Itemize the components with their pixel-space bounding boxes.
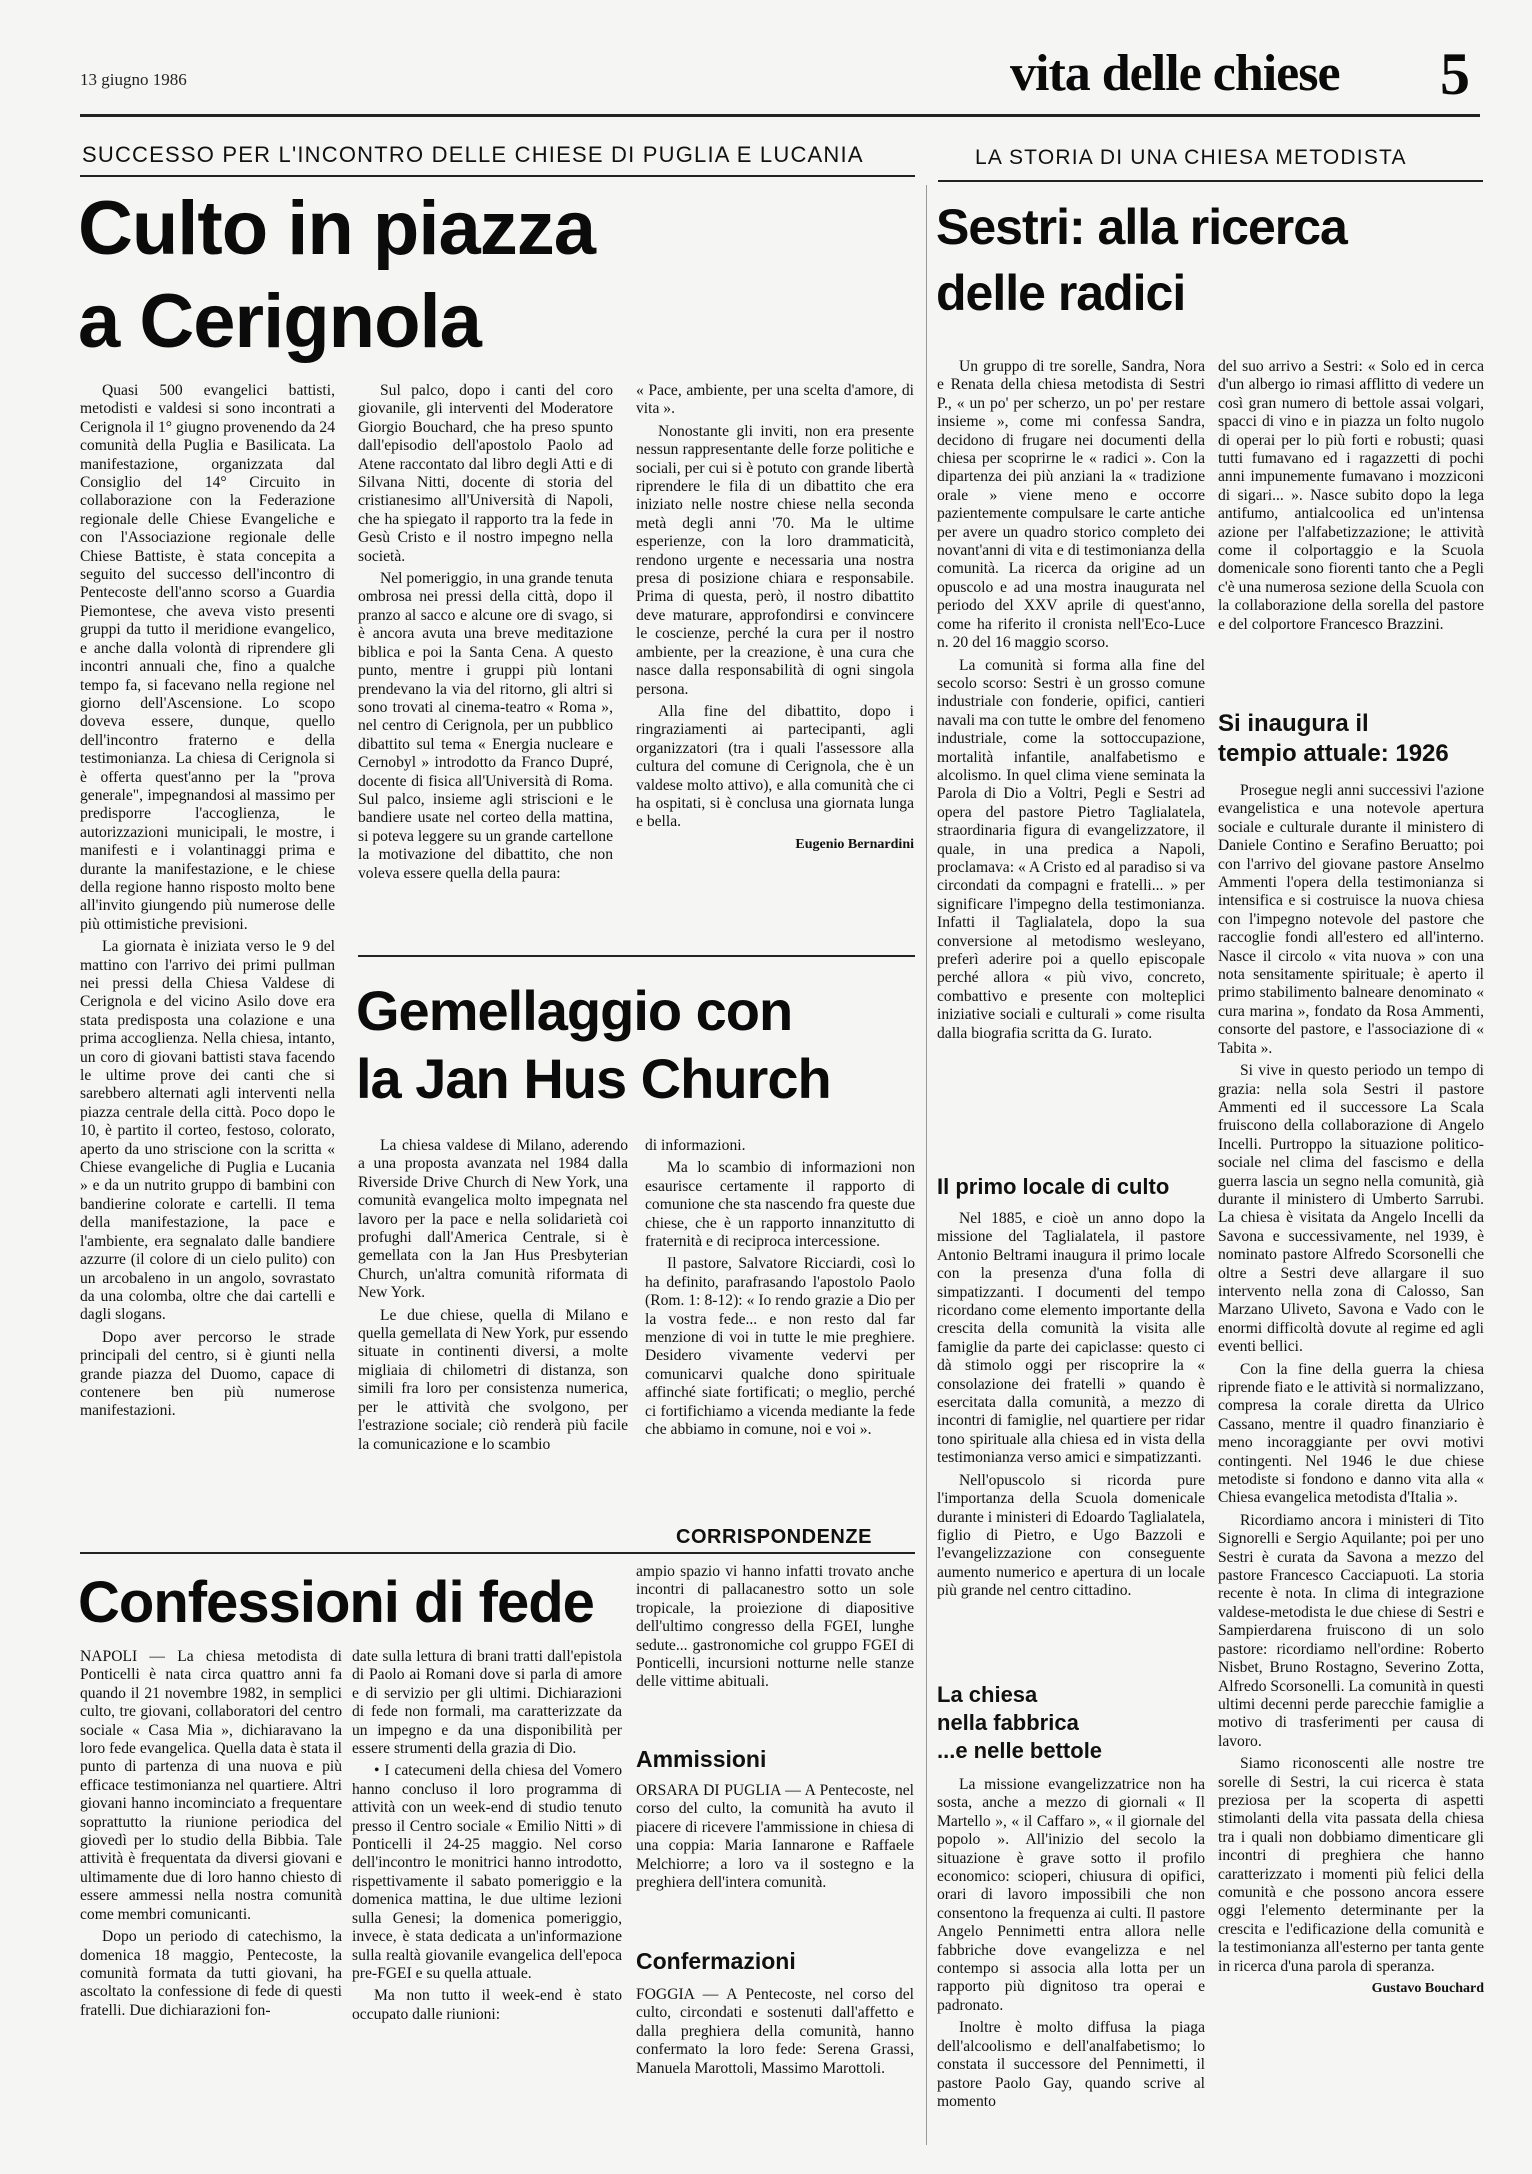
tempio-heading-2: tempio attuale: 1926 [1218, 740, 1449, 767]
paragraph: Un gruppo di tre sorelle, Sandra, Nora e Renata della chiesa metodista di Sestri P., « un po' per scherzo, un po' per restare insieme », come mi confessa Sandra, decidono di frugare nei documenti della chiesa per scoprirne le « radici ». Con la dipartenza dei più anziani la « tradizione orale » viene meno e occorre pazientemente compulsare le carte antiche per avere un quadro storico completo dei novant'anni di vita e di testimonianza della comunità. La ricerca da origine ad un opuscolo e ad una mostra inaugurata nel periodo del XXV aprile di quest'anno, come ha riferito il cronista nell'Eco-Luce n. 20 del 16 maggio scorso. [937, 358, 1205, 652]
column-divider [926, 185, 927, 2145]
paragraph: Nonostante gli inviti, non era presente nessun rappresentante delle forze politiche e sociali, per cui si è potuto con grande libertà riprendere le fila di un dibattito che era iniziato nelle nostre chiese nella seconda metà degli anni '70. Ma le ultime esperienze, con la loro drammaticità, rendono urgente e necessaria una nostra presa di posizione chiara e responsabile. Prima di questa, però, il nostro dibattito deve maturare, approfondirsi e convincere le coscienze, perché la cura per il nostro ambiente, per la creazione, è una cura che nasce dalla responsabilità di ogni singola persona. [636, 422, 914, 698]
corrispondenze-label: CORRISPONDENZE [676, 1526, 872, 1548]
sestri-title-line1: Sestri: alla ricerca [936, 199, 1347, 255]
paragraph: « Pace, ambiente, per una scelta d'amore, di vita ». [636, 382, 914, 418]
paragraph: Il pastore, Salvatore Ricciardi, così lo ha definito, parafrasando l'apostolo Paolo (Rom. 1: 8-12): « Io rendo grazie a Dio per la vostra fede... e non resto dal far menzione di voi in tutte le mie preghiere. Desidero vivamente vedervi per comunicarvi qualche dono spirituale affinché siate fortificati; o meglio, perché ci fortifichiamo a vicenda mediante la fede che abbiamo in comune, noi e voi ». [645, 1255, 915, 1439]
paragraph: Nel pomeriggio, in una grande tenuta ombrosa nei pressi della città, dopo il pranzo al sacco e alcune ore di svago, si è ancora avuta una breve meditazione biblica e poi la Santa Cena. A questo punto, mentre i gruppi più lontani prendevano la via del ritorno, gli altri si sono trovati al cinema-teatro « Roma », nel centro di Cerignola, per un pubblico dibattito sul tema « Energia nucleare e Cernobyl » introdotto da Franco Dupré, docente di fisica all'Università di Roma. Sul palco, insieme agli striscioni e le bandiere usate nel corteo della mattina, si poteva leggere su un grande cartellone la motivazione del dibattito, che non voleva essere quella della paura: [358, 570, 613, 882]
sestri-title-line2: delle radici [936, 265, 1186, 321]
issue-date: 13 giugno 1986 [80, 70, 187, 89]
primo-locale-text [937, 1210, 1205, 1665]
sestri-column-3-top [1218, 358, 1484, 703]
section-title: vita delle chiese [1010, 45, 1340, 102]
kicker-right: LA STORIA DI UNA CHIESA METODISTA [975, 146, 1407, 169]
paragraph: Ricordiamo ancora i ministeri di Tito Signorelli e Sergio Aquilante; poi per uno Sestri è curata da Savona a mezzo del pastore Francesco Cacciapuoti. La storia recente è nota. In clima di integrazione valdese-metodista le due chiese di Sestri e Sampierdarena fruiscono di un solo pastore: ricordiamo nell'ordine: Roberto Nisbet, Bruno Rostagno, Severino Zotta, Alfredo Scorsonelli. La comunità in questi ultimi decenni perde parecchie famiglie a motivo di trasferimenti per causa di lavoro. [1218, 1511, 1484, 1750]
confessioni-column-2 [352, 1648, 622, 2158]
fabbrica-heading-1: La chiesa [937, 1682, 1038, 1707]
paragraph: del suo arrivo a Sestri: « Solo ed in cerca d'un albergo io rimasi afflitto di vedere un così gran numero di bettole assai volgari, spacci di vino e in piazza un folto nugolo di operai per lo più forti e robusti; quasi tutti fumavano ed i ragazzetti di pochi anni impunemente fumavano i mozziconi di sigari... ». Nasce subito dopo la lega antifumo, antialcoolica ed un'intensa azione per l'alfabetizzazione; le attività come il colportaggio e la Scuola domenicale sono fiorenti tanto che a Pegli c'è una numerosa sezione della Scuola con la collaborazione della sorella del pastore e del colportore Francesco Brazzini. [1218, 358, 1484, 633]
paragraph: ORSARA DI PUGLIA — A Pentecoste, nel corso del culto, la comunità ha avuto il piacere di ricevere l'ammissione in chiesa di una coppia: Maria Iannarone e Raffaele Melchiorre; a loro va il sostegno e la preghiera dell'intera comunità. [636, 1782, 914, 1892]
gemellaggio-column-1 [358, 1137, 628, 1517]
gemellaggio-title-line2: la Jan Hus Church [356, 1047, 831, 1110]
fabbrica-text [937, 1776, 1205, 2156]
paragraph: • I catecumeni della chiesa del Vomero hanno concluso il loro programma di attività con un week-end di studio tenuto presso il Centro sociale « Emilio Nitti » di Ponticelli il 24-25 maggio. Nel corso dell'incontro le monitrici hanno introdotto, rispettivamente il sabato pomeriggio e la domenica mattina, le due ultime lezioni sulla Genesi; la domenica pomeriggio, invece, è stata dedicata a un'informazione sulla realtà giovanile evangelica dell'epoca pre-FGEI e su quella attuale. [352, 1762, 622, 1982]
paragraph: NAPOLI — La chiesa metodista di Ponticelli è nata circa quattro anni fa quando il 21 novembre 1982, in semplici culto, tre giovani, collaboratori del centro sociale « Casa Mia », dichiaravano la loro fede evangelica. Quella data è stata il punto di partenza di una nuova e più efficace testimonianza nel quartiere. Altri giovani hanno incominciato a frequentare soprattutto la riunione periodica del giovedì per lo studio della Bibbia. Tale attività è frequentata da diversi giovani e ultimamente due di loro hanno chiesto di essere ammessi nella nostra comunità come membri comunicanti. [80, 1648, 342, 1923]
confessioni-column-3 [636, 1563, 914, 1741]
cerignola-column-2 [358, 382, 613, 982]
paragraph: Quasi 500 evangelici battisti, metodisti e valdesi si sono incontrati a Cerignola il 1° giugno provenendo da 24 comunità della Puglia e Basilicata. La manifestazione, organizzata dal Consiglio del 14° Circuito in collaborazione con la Federazione regionale delle Chiese Evangeliche e con l'Associazione regionale delle Chiese Battiste, è stata concepita a seguito del successo dell'incontro di Pentecoste dell'anno scorso a Guardia Piemontese, che aveva visto presenti gruppi da tutto il meridione evangelico, e anche dalla volontà di riprendere gli incontri annuali che, fino a qualche tempo fa, si facevano nella regione nel giorno dell'Ascensione. Lo scopo doveva essere, dunque, quello dell'incontro fraterno e della testimonianza. La chiesa di Cerignola si è offerta quest'anno per la "prova generale", impegnandosi al massimo per predisporre l'accoglienza, le autorizzazioni municipali, le mostre, i manifesti e i volantinaggi prima e durante la manifestazione, e le chiese della regione hanno risposto molto bene all'invito giungendo più numerose delle più ottimistiche previsioni. [80, 382, 335, 933]
section-divider [358, 955, 915, 957]
kicker-left-rule [80, 175, 915, 177]
cerignola-title-line2: a Cerignola [78, 279, 481, 364]
sestri-column-3-bottom [1218, 782, 1484, 2152]
paragraph: Siamo riconoscenti alle nostre tre sorelle di Sestri, la cui ricerca è stata preziosa per la scoperta di aspetti stimolanti della vita passata della chiesa tra i quali non dobbiamo dimenticare gli incontri di preghiera che hanno caratterizzato i momenti più felici della comunità e che possono ancora essere oggi l'elemento determinante per la crescita e l'edificazione della comunità e la testimonianza all'esterno per tanta gente in ricerca d'una parola di speranza. [1218, 1755, 1484, 1975]
gemellaggio-title-line1: Gemellaggio con [356, 979, 793, 1042]
paragraph: Nel 1885, e cioè un anno dopo la missione del Taglialatela, il pastore Antonio Beltrami inaugura il primo locale con la presenza d'una folla di simpatizzanti. I documenti del tempo ricordano come elemento importante della crescita della comunità la visita alle famiglie da parte dei capiclasse: questo ci dà stimolo oggi per riscoprire la « consolazione dei fratelli » quando è esercitata dalla comunità, a mezzo di incontri di famiglie, nel quartiere per ridar tono spirituale alla chiesa ed in vista della testimonianza verso amici e simpatizzanti. [937, 1210, 1205, 1467]
paragraph: Nell'opuscolo si ricorda pure l'importanza della Scuola domenicale durante i ministeri di Edoardo Taglialatela, figlio di Pietro, e Ugo Bazzoli e l'evangelizzazione con conseguente aumento numerico e apertura di un locale più grande nel centro cittadino. [937, 1471, 1205, 1600]
byline: Gustavo Bouchard [1371, 1981, 1484, 1996]
paragraph: La giornata è iniziata verso le 9 del mattino con l'arrivo dei primi pullman nei pressi della Chiesa Valdese di Cerignola e del vicino Asilo dove era stata predisposta una colazione e una prima accoglienza. Nella chiesa, intanto, un coro di giovani battisti stava facendo le ultime prove dei canti che si sarebbero alternati agli interventi nella piazza centrale della città. Poco dopo le 10, è partito il corteo, festoso, colorato, aperto da uno striscione con la scritta « Chiese evangeliche di Puglia e Lucania » e da un nutrito gruppo di bambini con bandierine colorate e cartelli. Il tema della manifestazione, la pace e l'ambiente, era segnalato dalle bandiere azzurre (il colore di un cielo pulito) con un arcobaleno in un angolo, sovrastato da una colomba, oltre che dai cartelli e dagli slogans. [80, 938, 335, 1324]
confessioni-column-1 [80, 1648, 342, 2158]
cerignola-column-1 [80, 382, 335, 1462]
cerignola-title-line1: Culto in piazza [78, 186, 595, 271]
confessioni-title: Confessioni di fede [78, 1570, 594, 1635]
paragraph: La missione evangelizzatrice non ha sosta, anche a mezzo di giornali « Il Martello », « il Caffaro », « il giornale del popolo ». All'inizio del secolo la situazione è grave sotto il profilo economico: scioperi, chiusura di opifici, orari di lavoro impossibili che non consentono la frequenza ai culti. Il pastore Angelo Pennimetti entra allora nelle fabbriche dove evangelizza e nel contempo si associa alla lotta per un rapporto più dignitoso tra operai e padronato. [937, 1776, 1205, 2014]
cerignola-column-3 [636, 382, 914, 972]
sestri-column-1 [937, 358, 1205, 1168]
primo-locale-heading: Il primo locale di culto [937, 1174, 1170, 1199]
corrispondenze-rule [80, 1552, 915, 1554]
paragraph: Prosegue negli anni successivi l'azione evangelistica e una notevole apertura sociale e culturale durante il ministero di Daniele Contino e Serafino Beruatto; poi con l'arrivo del giovane pastore Anselmo Ammenti l'opera della testimonianza si intensifica e si costruisce la nuova chiesa con l'impegno notevole del pastore che raccoglie fondi all'estero ed all'interno. Nasce il circolo « vita nuova » con una nota sensitamente spirituale; è aperto il primo stabilimento balneare denominato « cura marina », fondato da Rosa Ammenti, consorte del pastore, e l'associazione di « Tabita ». [1218, 782, 1484, 1057]
kicker-right-rule [938, 180, 1483, 182]
fabbrica-heading-2: nella fabbrica [937, 1710, 1079, 1735]
paragraph: Sul palco, dopo i canti del coro giovanile, gli interventi del Moderatore Giorgio Bouchard, che ha preso spunto dall'episodio dell'apostolo Paolo ad Atene raccontato dal libro degli Atti e di Silvana Nitti, docente di storia del cristianesimo all'Università di Napoli, che ha spiegato il rapporto tra la fede in Gesù Cristo e il nostro impegno nella società. [358, 382, 613, 565]
paragraph: ampio spazio vi hanno infatti trovato anche incontri di pallacanestro sotto un sole tropicale, la proiezione di diapositive dell'ultimo congresso della FGEI, lunghe sedute... gastronomiche col gruppo FGEI di Ponticelli, incursioni notturne nelle stanze delle vittime abituali. [636, 1563, 914, 1691]
kicker-left: SUCCESSO PER L'INCONTRO DELLE CHIESE DI PUGLIA E LUCANIA [82, 142, 864, 167]
ammissioni-text [636, 1782, 914, 1932]
paragraph: di informazioni. [645, 1137, 746, 1154]
paragraph: FOGGIA — A Pentecoste, nel corso del culto, circondati e sostenuti dall'affetto e dalla preghiera della comunità, hanno confermato la loro fede: Serena Grassi, Manuela Marottoli, Massimo Marottoli. [636, 1986, 914, 2077]
paragraph: Ma non tutto il week-end è stato occupato dalle riunioni: [352, 1987, 622, 2023]
gemellaggio-column-2 [645, 1137, 915, 1517]
paragraph: Con la fine della guerra la chiesa riprende fiato e le attività si normalizzano, compresa la corale diretta da Ulrico Cassano, mentre il quadro finanziario è meno incoraggiante per ovvi motivi contingenti. Nel 1946 le due chiese metodiste si fondono e danno vita alla « Chiesa evangelica metodista d'Italia ». [1218, 1360, 1484, 1507]
ammissioni-heading: Ammissioni [636, 1746, 767, 1772]
paragraph: La comunità si forma alla fine del secolo scorso: Sestri è un grosso comune industriale con fonderie, opifici, cantieri navali ma con tutte le ombre del fenomeno industriale, come la sottoccupazione, mortalità infantile, analfabetismo e alcolismo. In quel clima viene seminata la Parola di Dio a Voltri, Pegli e Sestri ad opera del pastore Pietro Taglialatela, straordinaria figura di evangelizzatore, il quale, in una predica a Napoli, proclamava: « A Cristo ed al paradiso si va circondati da compagni e fratelli... » per significare l'impegno della testimonianza. Infatti il Taglialatela, dopo la sua conversione al metodismo wesleyano, preferì aderire poi a quello episcopale perché allora « più vivo, concreto, combattivo e presente con molteplici iniziative sociali e culturali » come risulta dalla biografia scritta da G. Iurato. [937, 656, 1205, 1042]
fabbrica-heading-3: ...e nelle bettole [937, 1738, 1103, 1763]
confermazioni-text [636, 1986, 914, 2156]
paragraph: Ma lo scambio di informazioni non esaurisce certamente il rapporto di comunione che sta nascendo fra queste due chiese, che è un rapporto innanzitutto di fraternità e di reciproca intercessione. [645, 1159, 915, 1251]
paragraph: La chiesa valdese di Milano, aderendo a una proposta avanzata nel 1984 dalla Riverside Drive Church di New York, una comunità evangelica molto impegnata nel lavoro per la pace e nella solidarietà coi profughi dall'America Centrale, si è gemellata con la Jan Hus Presbyterian Church, un'altra comunità riformata di New York. [358, 1137, 628, 1302]
paragraph: Le due chiese, quella di Milano e quella gemellata di New York, pur essendo situate in continenti diversi, a molte migliaia di chilometri di distanza, son simili fra loro per consistenza numerica, per le attività che svolgono, per l'estrazione sociale; ciò renderà più facile la comunicazione e lo scambio [358, 1306, 628, 1453]
paragraph: Si vive in questo periodo un tempo di grazia: nella sola Sestri il pastore Ammenti ed il successore La Scala fruiscono della collaborazione di Angelo Incelli. Purtroppo la situazione politico-sociale nel clima del fascismo e della guerra lascia un segno nella comunità, già durante il ministero di Umberto Sarrubi. La chiesa è visitata da Angelo Incelli da Savona e successivamente, nel 1939, è nominato pastore Alfredo Scorsonelli che oltre a Sestri deve allargare il suo intervento nella zona di Calosso, San Marzano Uliveto, Savona e Vado con le enormi difficoltà dovute al regime ed agli eventi bellici. [1218, 1062, 1484, 1356]
paragraph: Dopo un periodo di catechismo, la domenica 18 maggio, Pentecoste, la comunità formata da tutti giovani, ha ascoltato la confessione di fede di questi fratelli. Due dichiarazioni fon- [80, 1928, 342, 2019]
paragraph: date sulla lettura di brani tratti dall'epistola di Paolo ai Romani dove si parla di amore e di servizio per gli ultimi. Dichiarazioni di fede non formali, ma caratterizzate da un impegno e da una disponibilità per essere strumenti della grazia di Dio. [352, 1648, 622, 1758]
tempio-heading-1: Si inaugura il [1218, 710, 1369, 737]
page-number: 5 [1440, 41, 1470, 107]
confermazioni-heading: Confermazioni [636, 1948, 796, 1974]
paragraph: Dopo aver percorso le strade principali del centro, si è giunti nella grande piazza del Duomo, capace di contenere ben più numerose manifestazioni. [80, 1328, 335, 1420]
paragraph: Alla fine del dibattito, dopo i ringraziamenti ai partecipanti, agli organizzatori (tra i quali l'assessore alla cultura del comune di Cerignola, che è un valdese molto attivo), e alla comunità che ci ha ospitati, si è conclusa una giornata lunga e bella. [636, 702, 914, 831]
paragraph: Inoltre è molto diffusa la piaga dell'alcoolismo e dell'analfabetismo; lo constata il successore del Pennimetti, il pastore Paolo Gay, quando scrive al momento [937, 2019, 1205, 2110]
byline: Eugenio Bernardini [795, 836, 914, 852]
masthead-rule [80, 114, 1480, 117]
